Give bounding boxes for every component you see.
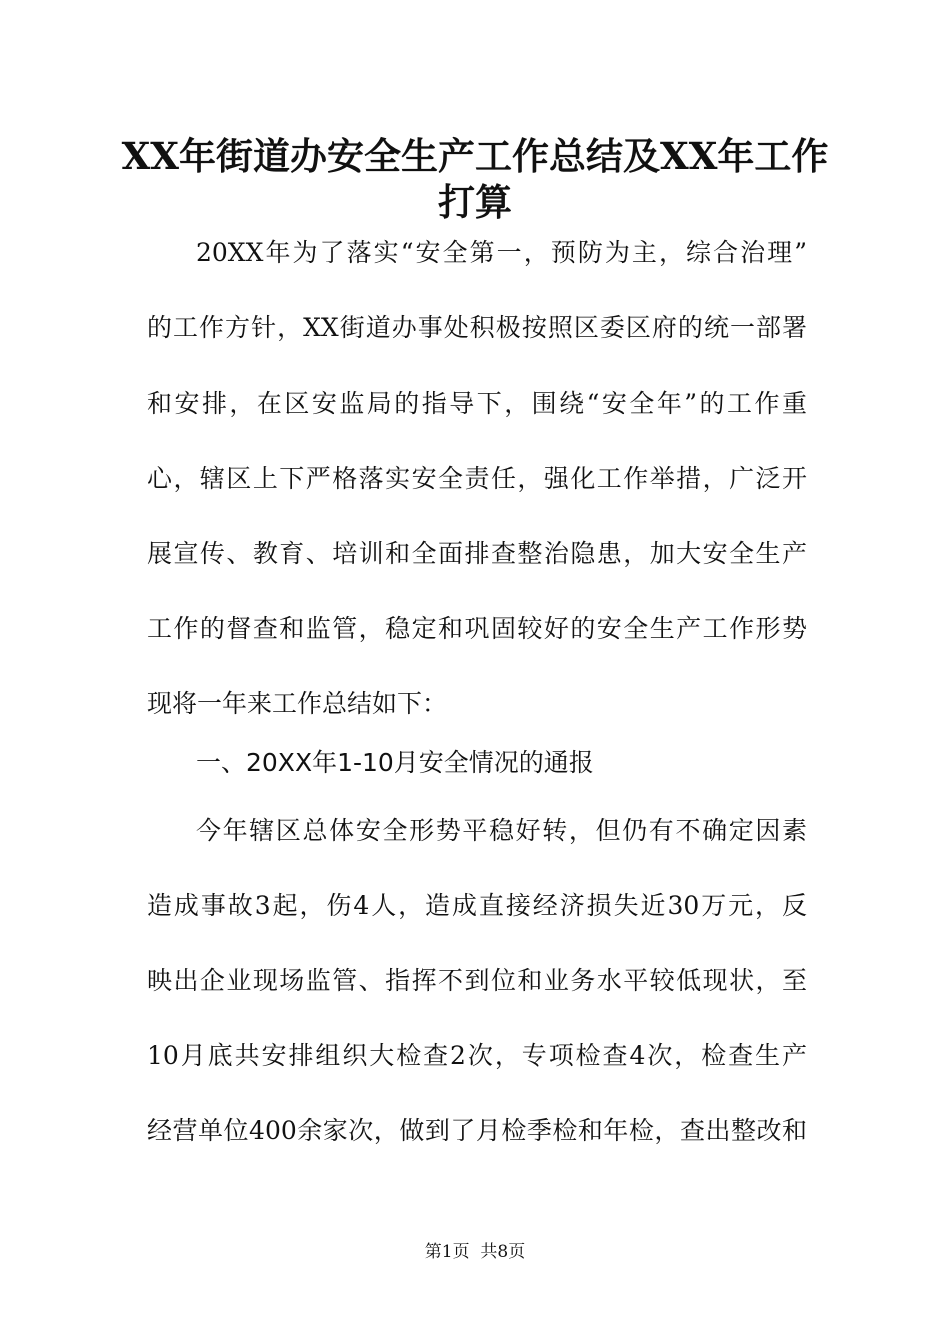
paragraph-1-line-5: 展宣传、教育、培训和全面排查整治隐患，加大安全生产	[147, 539, 807, 568]
paragraph-1-line-3: 和安排，在区安监局的指导下，围绕“安全年”的工作重	[147, 389, 807, 418]
section-1-heading: 一、20XX年1-10月安全情况的通报	[196, 748, 594, 777]
document-title-line-2: 打算	[438, 180, 512, 224]
paragraph-2-line-2: 造成事故3起，伤4人，造成直接经济损失近30万元，反	[147, 891, 807, 920]
paragraph-1-line-2: 的工作方针，XX街道办事处积极按照区委区府的统一部署	[147, 313, 807, 342]
paragraph-1-line-1: 20XX年为了落实“安全第一，预防为主，综合治理”	[196, 238, 807, 267]
document-title-line-1: XX年街道办安全生产工作总结及XX年工作	[121, 134, 829, 178]
paragraph-1-line-4: 心，辖区上下严格落实安全责任，强化工作举措，广泛开	[147, 464, 807, 493]
paragraph-1-line-7: 现将一年来工作总结如下：	[147, 689, 448, 718]
paragraph-2-line-3: 映出企业现场监管、指挥不到位和业务水平较低现状，至	[147, 966, 807, 995]
paragraph-1-line-6: 工作的督查和监管，稳定和巩固较好的安全生产工作形势	[147, 614, 807, 643]
paragraph-2-line-5: 经营单位400余家次，做到了月检季检和年检，查出整改和	[147, 1116, 807, 1145]
paragraph-2-line-4: 10月底共安排组织大检查2次，专项检查4次，检查生产	[147, 1041, 807, 1070]
page-number-footer: 第1页 共8页	[424, 1242, 526, 1262]
paragraph-2-line-1: 今年辖区总体安全形势平稳好转，但仍有不确定因素	[196, 816, 807, 845]
